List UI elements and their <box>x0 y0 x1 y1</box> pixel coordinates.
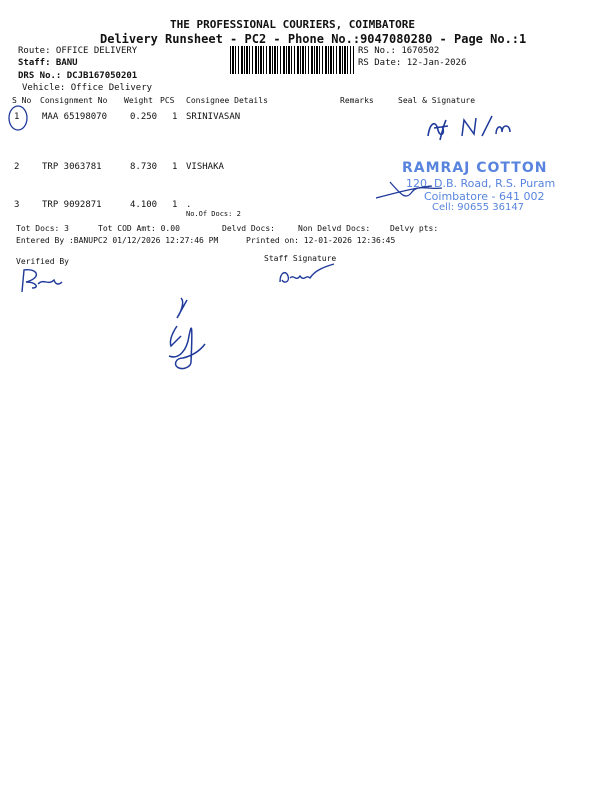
loose-signature <box>155 292 215 376</box>
entered-by: Entered By :BANUPC2 01/12/2026 12:27:46 PM <box>16 236 219 245</box>
drs-number: DRS No.: DCJB167050201 <box>18 71 138 81</box>
row-sno: 3 <box>14 200 20 210</box>
col-header-weight: Weight <box>124 96 153 105</box>
delvd-docs: Delvd Docs: <box>222 224 275 233</box>
row-consignment: TRP 9092871 <box>42 200 102 210</box>
row-consignee: SRINIVASAN <box>186 112 241 122</box>
row-sno: 1 <box>14 112 20 122</box>
staff-signature <box>276 262 346 288</box>
stamp-line: Coimbatore - 641 002 <box>424 190 545 203</box>
rs-number: RS No.: 1670502 <box>358 46 440 56</box>
row-consignee: VISHAKA <box>186 162 224 172</box>
rs-date: RS Date: 12-Jan-2026 <box>358 58 467 68</box>
barcode <box>230 46 354 74</box>
printed-on: Printed on: 12-01-2026 12:36:45 <box>246 236 396 245</box>
col-header-consignment: Consignment No <box>40 96 108 105</box>
company-title: THE PROFESSIONAL COURIERS, COIMBATORE <box>170 18 416 31</box>
route-text: Route: OFFICE DELIVERY <box>18 46 138 56</box>
row-weight: 0.250 <box>130 112 158 122</box>
row-consignee: . <box>186 200 192 210</box>
handwritten-circle <box>6 104 30 134</box>
col-header-consignee: Consignee Details <box>186 96 268 105</box>
non-delvd-docs: Non Delvd Docs: <box>298 224 371 233</box>
col-header-pcs: PCS <box>160 96 175 105</box>
delvy-pts: Delvy pts: <box>390 224 439 233</box>
vehicle-text: Vehicle: Office Delivery <box>22 83 153 93</box>
row-pcs: 1 <box>172 200 178 210</box>
row-pcs: 1 <box>172 162 178 172</box>
no-of-docs: No.Of Docs: 2 <box>186 210 241 218</box>
row-sno: 2 <box>14 162 20 172</box>
tot-docs: Tot Docs: 3 <box>16 224 69 233</box>
runsheet-title: Delivery Runsheet - PC2 - Phone No.:9047080280 - Page No.:1 <box>100 32 527 46</box>
col-header-remarks: Remarks <box>340 96 374 105</box>
col-header-sno: S No <box>12 96 32 105</box>
verified-by-label: Verified By <box>16 257 69 266</box>
stamp-line: RAMRAJ COTTON <box>402 160 548 176</box>
col-header-seal: Seal & Signature <box>398 96 476 105</box>
stamp-line: Cell: 90655 36147 <box>432 202 525 213</box>
stamp-signature <box>372 176 462 206</box>
handwritten-remark <box>422 112 522 148</box>
staff-text: Staff: BANU <box>18 58 78 68</box>
row-weight: 4.100 <box>130 200 158 210</box>
row-pcs: 1 <box>172 112 178 122</box>
row-consignment: TRP 3063781 <box>42 162 102 172</box>
staff-signature-label: Staff Signature <box>264 254 337 263</box>
stamp-line: 120, D.B. Road, R.S. Puram <box>406 177 556 190</box>
tot-cod-amt: Tot COD Amt: 0.00 <box>98 224 180 233</box>
verified-by-signature <box>14 266 64 298</box>
row-weight: 8.730 <box>130 162 158 172</box>
row-consignment: MAA 65198070 <box>42 112 108 122</box>
